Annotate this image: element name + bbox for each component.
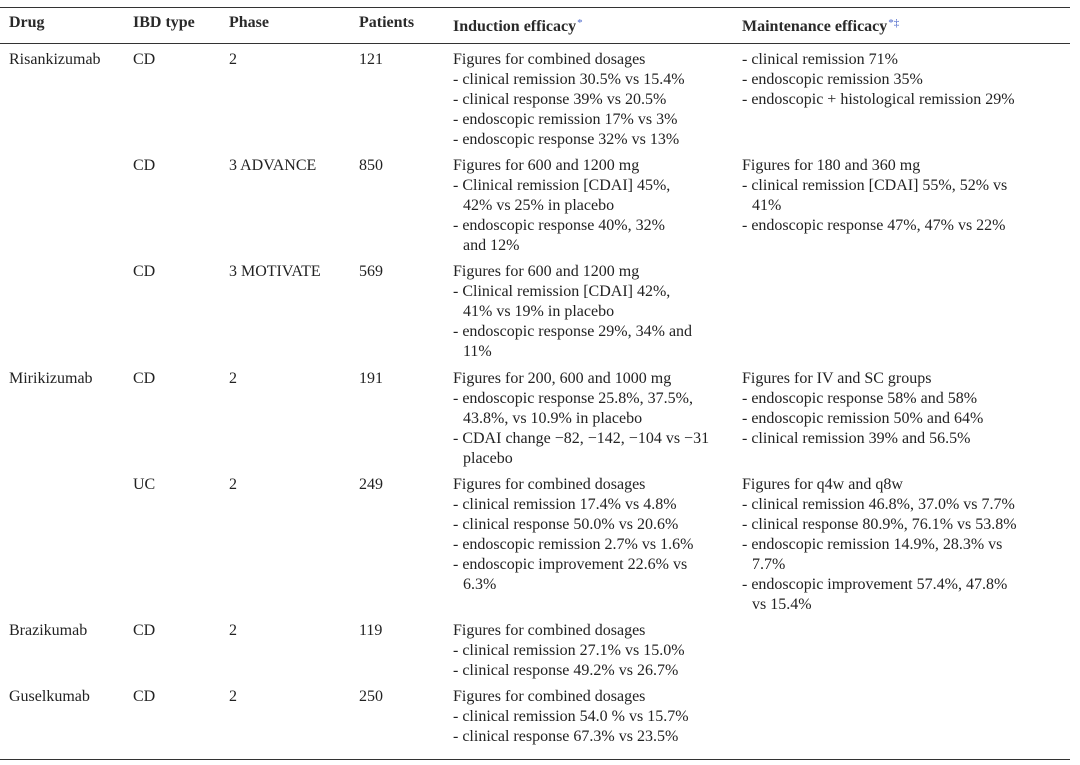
efficacy-line: Figures for 200, 600 and 1000 mg (453, 370, 672, 387)
efficacy-line: - endoscopic improvement 22.6% vs (453, 556, 688, 573)
patients-cell: 119 (359, 622, 383, 639)
patients-cell: 250 (359, 688, 383, 705)
phase-cell: 3 ADVANCE (229, 157, 317, 174)
efficacy-line: - endoscopic response 25.8%, 37.5%, (453, 390, 693, 407)
patients-cell: 569 (359, 263, 383, 280)
efficacy-line: 7.7% (752, 556, 786, 573)
efficacy-line: 6.3% (463, 576, 497, 593)
efficacy-line: - CDAI change −82, −142, −104 vs −31 (453, 430, 710, 447)
induction-efficacy-cell (453, 262, 737, 362)
efficacy-line: - Clinical remission [CDAI] 42%, (453, 283, 671, 300)
efficacy-line: - endoscopic remission 17% vs 3% (453, 111, 678, 128)
efficacy-line: - endoscopic + histological remission 29% (742, 91, 1015, 108)
induction-efficacy-cell (453, 50, 737, 150)
ibd-type-cell: UC (133, 476, 156, 493)
induction-efficacy-cell (453, 621, 737, 681)
drug-cell: Mirikizumab (9, 370, 93, 387)
efficacy-line: Figures for 180 and 360 mg (742, 157, 921, 174)
efficacy-line: - endoscopic response 29%, 34% and (453, 323, 693, 340)
efficacy-line: Figures for combined dosages (453, 622, 646, 639)
header-induction-efficacy (453, 13, 583, 37)
efficacy-line: Figures for combined dosages (453, 476, 646, 493)
efficacy-line: - endoscopic response 47%, 47% vs 22% (742, 217, 1006, 234)
efficacy-line: - clinical remission 39% and 56.5% (742, 430, 971, 447)
efficacy-line: 41% vs 19% in placebo (463, 303, 615, 320)
efficacy-line: Figures for combined dosages (453, 51, 646, 68)
footnote-marker-maintenance: *‡ (888, 17, 900, 29)
table-top-rule (0, 7, 1070, 8)
efficacy-line: - clinical response 80.9%, 76.1% vs 53.8% (742, 516, 1017, 533)
maintenance-efficacy-cell (742, 369, 1072, 449)
phase-cell: 2 (229, 688, 237, 705)
header-maintenance-efficacy (742, 13, 899, 37)
efficacy-line: - clinical remission 27.1% vs 15.0% (453, 642, 685, 659)
efficacy-line: - clinical response 67.3% vs 23.5% (453, 728, 679, 745)
maintenance-efficacy-cell (742, 475, 1072, 615)
efficacy-line: - clinical remission 46.8%, 37.0% vs 7.7% (742, 496, 1015, 513)
ibd-type-cell: CD (133, 263, 156, 280)
phase-cell: 2 (229, 51, 237, 68)
efficacy-line: - endoscopic remission 14.9%, 28.3% vs (742, 536, 1003, 553)
ibd-type-cell: CD (133, 370, 156, 387)
induction-efficacy-cell (453, 369, 737, 469)
ibd-type-cell: CD (133, 157, 156, 174)
drug-cell: Guselkumab (9, 688, 90, 705)
table-header-rule (0, 43, 1070, 44)
efficacy-line: - endoscopic response 40%, 32% (453, 217, 665, 234)
efficacy-line: - clinical remission 17.4% vs 4.8% (453, 496, 677, 513)
patients-cell: 249 (359, 476, 383, 493)
ibd-type-cell: CD (133, 622, 156, 639)
phase-cell: 3 MOTIVATE (229, 263, 321, 280)
header-patients: Patients (359, 14, 415, 31)
efficacy-line: 42% vs 25% in placebo (463, 197, 615, 214)
induction-efficacy-cell (453, 156, 737, 256)
header-ibd-type: IBD type (133, 14, 195, 31)
efficacy-line: - endoscopic remission 35% (742, 71, 923, 88)
phase-cell: 2 (229, 476, 237, 493)
table-bottom-rule (0, 759, 1070, 760)
efficacy-line: - endoscopic remission 2.7% vs 1.6% (453, 536, 694, 553)
efficacy-line: - clinical remission [CDAI] 55%, 52% vs (742, 177, 1008, 194)
efficacy-line: - endoscopic response 58% and 58% (742, 390, 978, 407)
efficacy-line: vs 15.4% (752, 596, 812, 613)
efficacy-line: placebo (463, 450, 513, 467)
header-phase: Phase (229, 14, 269, 31)
header-drug: Drug (9, 14, 45, 31)
efficacy-line: - endoscopic remission 50% and 64% (742, 410, 984, 427)
patients-cell: 191 (359, 370, 383, 387)
patients-cell: 121 (359, 51, 383, 68)
efficacy-line: - Clinical remission [CDAI] 45%, (453, 177, 671, 194)
efficacy-line: - clinical response 49.2% vs 26.7% (453, 662, 679, 679)
ibd-type-cell: CD (133, 688, 156, 705)
efficacy-line: - clinical remission 71% (742, 51, 898, 68)
efficacy-line: Figures for 600 and 1200 mg (453, 157, 640, 174)
patients-cell: 850 (359, 157, 383, 174)
efficacy-line: - endoscopic response 32% vs 13% (453, 131, 680, 148)
efficacy-line: - clinical response 50.0% vs 20.6% (453, 516, 679, 533)
header-induction-label: Induction efficacy (453, 18, 577, 35)
efficacy-line: Figures for combined dosages (453, 688, 646, 705)
phase-cell: 2 (229, 370, 237, 387)
induction-efficacy-cell (453, 687, 737, 747)
efficacy-line: 43.8%, vs 10.9% in placebo (463, 410, 643, 427)
efficacy-line: Figures for IV and SC groups (742, 370, 932, 387)
efficacy-line: 41% (752, 197, 782, 214)
header-maintenance-label: Maintenance efficacy (742, 18, 888, 35)
efficacy-line: - clinical remission 54.0 % vs 15.7% (453, 708, 689, 725)
phase-cell: 2 (229, 622, 237, 639)
efficacy-line: - endoscopic improvement 57.4%, 47.8% (742, 576, 1008, 593)
maintenance-efficacy-cell (742, 156, 1072, 236)
footnote-marker-induction: * (577, 17, 583, 29)
efficacy-line: 11% (463, 343, 492, 360)
efficacy-line: - clinical response 39% vs 20.5% (453, 91, 667, 108)
efficacy-line: and 12% (463, 237, 520, 254)
maintenance-efficacy-cell (742, 50, 1072, 110)
drug-cell: Risankizumab (9, 51, 101, 68)
efficacy-line: Figures for q4w and q8w (742, 476, 903, 493)
efficacy-line: - clinical remission 30.5% vs 15.4% (453, 71, 685, 88)
induction-efficacy-cell (453, 475, 737, 595)
efficacy-line: Figures for 600 and 1200 mg (453, 263, 640, 280)
ibd-type-cell: CD (133, 51, 156, 68)
drug-cell: Brazikumab (9, 622, 88, 639)
